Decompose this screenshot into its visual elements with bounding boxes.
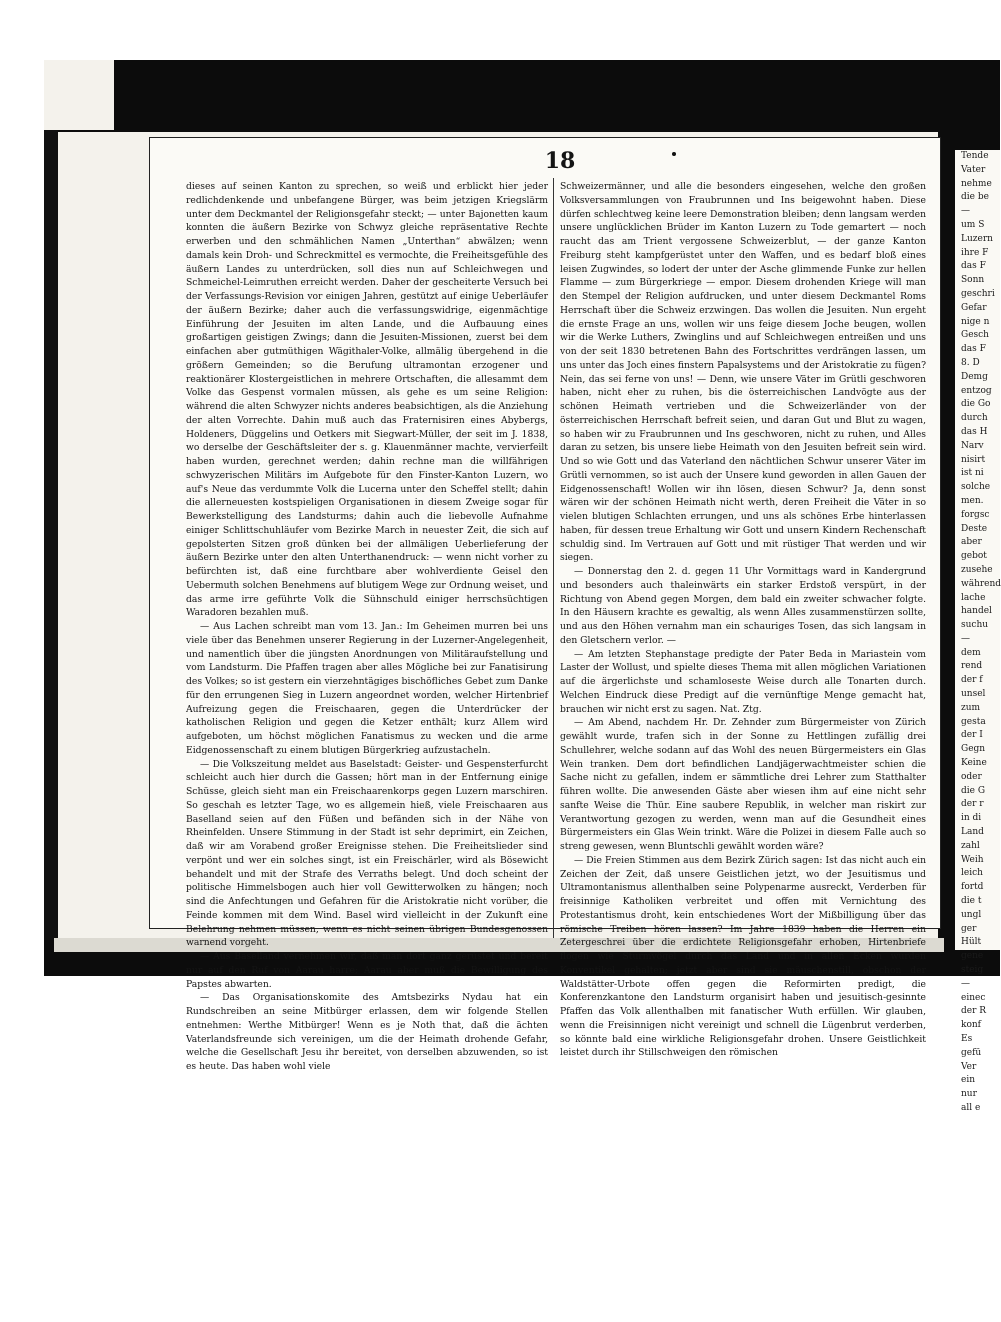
edge-fragment: Sonn [961,275,985,286]
right-paragraph: — Donnerstag den 2. d. gegen 11 Uhr Vormittags ward in Kandergrund und besonders auch thaleinwärts ein starker Erdstoß verspürt, in der Richtung von Abend gegen Morgen, dem bald ein zweiter schwacher folgte. In den Häusern krachte es gewaltig, als wenn Alles zusammenstürzen sollte, und aus den Höhen vernahm man ein schauriges Tosen, das sich langsam in den Gletschern verlor. — [560,566,926,646]
edge-fragment: das H [961,426,988,437]
edge-fragment: das F [961,344,986,355]
edge-fragment: leich [961,868,983,879]
edge-fragment: zum [961,702,981,713]
right-paragraph: Schweizermänner, und alle die besonders eingesehen, welche den großen Volksversammlungen von Fraubrunnen und Ins beigewohnt haben. Diese dürfen schlechtweg keine leere Demonstration bleiben; denn langsam werden unsere unglücklichen Brüder im Kanton Luzern zu Tode gemartert — noch raucht das am Trient vergossene Schweizerblut, — der ganze Kanton Freiburg steht kampfgerüstet unter den Waffen, und es bedarf bloß eines leisen Zugwindes, so lodert der unter der Asche glimmende Funke zur hellen Flamme — zum Bürgerkriege — empor. Diesem drohenden Kriege will man den Stempel der Religion aufdrucken, und unter diesem Deckmantel Roms Herrschaft über die Schweiz erzwingen. Das wollen die Jesuiten. Nun ergeht die ernste Frage an uns, wollen wir uns feige diesem Joche beugen, wollen wir die Werke Luthers, Zwinglins und auf Schleichwegen entreißen und uns von der seit 1830 betretenen Bahn des Fortschrittes verdrängen lassen, um uns unter das Joch eines finstern Papalsystems und der Aristokratie zu fügen? Nein, das sei ferne von uns! — Denn, wie unsere Väter im Grütli geschworen haben, nicht eher zu ruhen, bis die österreichischen Landvögte aus der schönen Heimath vertrieben und die Schweizerländer von der österreichischen Herrschaft befreit seien, und daran Gut und Blut zu wagen, so haben wir zu Fraubrunnen und Ins geschworen, nicht zu ruhen, und Alles daran zu setzen, bis unsere liebe Heimath von den Jesuiten befreit sein wird. Und so wie Gott und das Vaterland den nächtlichen Schwur unserer Väter im Grütli vernommen, so ist auch der Unsere kund geworden in allen Gauen der Eidgenossenschaft! Wollen wir ihn lösen, diesen Schwur? Ja, denn sonst wären wir der schönen Heimath nicht werth, deren Freiheit die Väter in so vielen blutigen Schlachten errungen, und uns als schönes Erbe hinterlassen haben, für dessen treue Erhaltung wir Gott und unsern Kindern Rechenschaft schuldig sind. Im Vertrauen auf Gott und mit rüstiger That werden und wir siegen. [560,181,926,564]
left-paragraph: dieses auf seinen Kanton zu sprechen, so weiß und erblickt hier jeder redlichdenkende und unbefangene Bürger, was beim jetzigen Kriegslärm unter dem Deckmantel der Religionsgefahr steckt; — unter Bajonetten kaum konnten die äußern Bezirke von Schwyz gleiche repräsentative Rechte erwerben und den schmählichen Namen „Unterthan“ abwälzen; wenn damals kein Droh- und Schreckmittel es vermochte, die Freiheitsgefühle des äußern Landes zu unterdrücken, soll dies nun auf Schleichwegen und Schmeichel-Leimruthen erreicht werden. Daher der gescheiterte Versuch bei der Verfassungs-Revision vor einigen Jahren, gestützt auf einige Ueberläufer der äußern Bezirke; daher auch die verfassungswidrige, eigenmächtige Einführung der Jesuiten im alten Lande, und die Aufbauung eines großartigen geistigen Zwings; dann die Jesuiten-Missionen, zuerst bei dem einfachen aber gutmüthigen Wägithaler-Volke, allmälig übergehend in die größern Gemeinden; so die Berufung ultramontan erzogener und reaktionärer Klostergeistlichen in mehrere Ortschaften, die allesammt dem Volke das Gespenst vormalen müssen, als gehe es um seine Religion: während die alten Schwyzer nichts anderes beabsichtigen, als die Anziehung der alten Vorrechte. Dahin muß auch das Fraternisiren eines Abybergs, Holdeners, Düggelins und Oetkers mit Siegwart-Müller, der seit im J. 1838, wo derselbe der Geschäftsleiter der s. g. Klauenmänner machte, vervierfeilt haben wurden, gerechnet werden; dahin rechne man die willfährigen schwyzerischen Militärs im Aufgebote für den Finster-Kanton Luzern, wo auf's Neue das verdummte Volk die Lucerna unter den Scheffel stellt; dahin die allerneuesten kostspieligen Organisationen in diesem Zweige sogar für Bewerkstelligung des Landsturms; dahin auch die liebevolle Aufnahme einiger Schlittschuhläufer vom Bezirke March in neuester Zeit, die sich auf gepolsterten Sitzen groß dünken bei der allmäligen Ueberlieferung der äußern Bezirke unter den alten Unterthanendruck: — wenn nicht vorher zu befürchten ist, daß eine furchtbare aber wohlverdiente Geisel den Uebermuth solchen Benehmens auf blutigem Wege zur Ordnung weiset, und das arme irre geführte Volk die Sühnschuld einiger herrschsüchtigen Waradoren bezahlen muß. [186,181,548,619]
edge-fragment: nehme [961,178,992,189]
edge-fragment: der r [961,799,984,810]
edge-fragment: steig [961,965,984,976]
edge-fragment: gebot [961,551,987,562]
edge-fragment: die G [961,785,986,796]
edge-fragment: gesta [961,716,986,727]
edge-fragment: die be [961,192,989,203]
edge-fragment: Deste [961,523,988,534]
edge-fragment: Demg [961,371,988,382]
edge-fragment: konf [961,1020,981,1031]
edge-fragment: solche [961,482,991,493]
edge-fragment: der I [961,730,983,741]
column-divider [553,178,554,938]
edge-fragment: Vater [961,164,986,175]
edge-fragment: ihre F [961,247,989,258]
edge-fragment: Narv [961,440,984,451]
edge-fragment: men. [961,495,984,506]
edge-fragment: der f [961,675,983,686]
left-column [186,180,548,1074]
edge-fragment: gene [961,951,984,962]
edge-fragment: oder [961,771,982,782]
left-paragraph: — Die Volkszeitung meldet aus Baselstadt: Geister- und Gespensterfurcht schleicht auch hier durch die Gassen; hört man in der Entfernung einige Schüsse, gleich sieht man ein Freischaarenkorps gegen Luzern marschiren. So geschah es letzter Tage, wo es allgemein hieß, viele Freischaaren aus Baselland seien auf den Füßen und befänden sich in der Nähe von Rheinfelden. Unsere Stimmung in der Stadt ist sehr deprimirt, ein Zeichen, daß wir am Vorabend großer Ereignisse stehen. Die Freiheitslieder sind verpönt und wer ein solches singt, ist ein Freischärler, wird als Bösewicht behandelt und mit der Strafe des Verraths belegt. Und doch scheint der politische Himmelsbogen auch hier voll Gewitterwolken zu hängen; noch sind die Anfechtungen und Gefahren für die Aristokratie nicht vorüber, die Feinde kommen mit dem Wind. Basel wird vielleicht in der Zukunft eine Belehrung nehmen müssen, wenn es nicht seinen übrigen Bundesgenossen warnend vorgeht. [186,758,548,949]
scan-top-corner [44,60,114,130]
edge-fragment: durch [961,413,988,424]
edge-fragment: ungl [961,909,982,920]
edge-fragment: das F [961,261,986,272]
edge-fragment: einec [961,992,986,1003]
edge-fragment: in di [961,813,982,824]
right-paragraph: — Die Freien Stimmen aus dem Bezirk Zürich sagen: Ist das nicht auch ein Zeichen der Zeit, daß unsere Geistlichen jetzt, wo der Jesuitismus und Ultramontanismus allenthalben seine Polypenarme ausreckt, Verderben für freisinnige Katholiken verbreitet und offen mit Vernichtung des Protestantismus droht, kein entschiedenes Wort der Mißbilligung über das römische Treiben hören lassen? Im Jahre 1839 haben die Herren ein Zetergeschrei über die erdichtete Religionsgefahr erhoben, Hirtenbriefe flogen wie Sturmvögel durch das Land und in allen Ecken wurden Konventikel gehalten; jetzt aber sind sie mäuschenstill, obschon der Waldstätter-Urbote offen gegen die Reformirten predigt, die Konferenzkantone den Landsturm organisirt haben und jesuitisch-gesinnte Pfaffen das Volk allenthalben mit fanatischer Wuth erfüllen. Wir glauben, wenn die Freisinnigen nicht vereinigt und schnell die Lügenbrut verderben, so könnte bald eine wirkliche Religionsgefahr drohen. Unsere Geistlichkeit leistet durch ihr Stillschweigen den römischen [560,854,926,1059]
scan-left-edge [44,60,58,960]
edge-fragment: lache [961,592,986,603]
page-number: 18 [544,148,576,174]
edge-fragment: ist ni [961,468,984,479]
edge-fragment: die t [961,896,982,907]
adjacent-page-fragment [955,150,1001,1113]
edge-fragment: nur [961,1089,977,1100]
left-paragraph: — Das Organisationskomite des Amtsbezirks Nydau hat ein Rundschreiben an seine Mitbürger erlassen, dem wir folgende Stellen entnehmen: Werthe Mitbürger! Wenn es je Noth that, daß die ächten Vaterlandsfreunde sich vereinigen, um die der Heimath drohende Gefahr, welche die Gesellschaft Jesu ihr bereitet, von derselben abzuwenden, so ist es heute. Das haben wohl viele [186,992,548,1072]
edge-fragment: fortd [961,882,984,893]
edge-fragment: entzog [961,385,992,396]
edge-fragment: forgsc [961,509,990,520]
left-paragraph: — Aus Lachen schreibt man vom 13. Jan.: Im Geheimen murren bei uns viele über das Benehmen unserer Regierung in der Luzerner-Angelegenheit, und namentlich über die jüngsten Anordnungen von Militäraufstellung und vom Landsturm. Die Pfaffen tragen aber alles Mögliche bei zur Fanatisirung des Volkes; so ist gestern ein vierzehntägiges bischöfliches Gebet zum Danke für den errungenen Sieg in Luzern angeordnet worden, welcher Hirtenbrief Aufreizung gegen die Freischaaren, gegen die Unterdrücker der katholischen Religion und gegen die Ketzer enthält; kurz Allem wird aufgeboten, um höchst möglichen Fanatismus zu wecken und die arme Eidgenossenschaft zu einem blutigen Bürgerkrieg aufzustacheln. [186,621,548,756]
edge-fragment: — [961,978,970,989]
left-paragraph: — Aus Baselland vernehmen wir, daß man dort ganz gerüstet und bereit nur auf den Ruf von Aarau harre; Aarau aber muß die Bewilligung des Papstes abwarten. [186,951,548,990]
edge-fragment: — [961,206,970,217]
edge-fragment: geschri [961,288,995,299]
edge-fragment: nisirt [961,454,986,465]
edge-fragment: suchu [961,620,989,631]
edge-fragment: gefü [961,1047,982,1058]
edge-fragment: zahl [961,840,980,851]
right-paragraph: — Am letzten Stephanstage predigte der Pater Beda in Mariastein vom Laster der Wollust, und spielte dieses Thema mit allen möglichen Variationen auf die ärgerlichste und schamloseste Weise durch alle Tonarten durch. Welchen Eindruck diese Predigt auf die vernünftige Menge gemacht hat, brauchen wir nicht erst zu sagen. Nat. Ztg. [560,648,926,715]
edge-fragment: Weih [961,854,984,865]
edge-fragment: rend [961,661,983,672]
edge-fragment: die Go [961,399,991,410]
edge-fragment: Ver [961,1061,977,1072]
edge-fragment: Gefar [961,302,987,313]
edge-fragment: Es [961,1034,973,1044]
edge-fragment: Land [961,827,984,838]
edge-fragment: — [961,633,970,644]
edge-fragment: aber [961,537,982,548]
edge-fragment: dem [961,647,981,658]
edge-fragment: ger [961,923,977,934]
edge-fragment: Keine [961,758,987,769]
edge-fragment: Gesch [961,330,989,341]
edge-fragment: Tende [961,151,989,161]
edge-fragment: Gegn [961,744,986,755]
edge-fragment: um S [961,219,985,230]
edge-fragment: unsel [961,689,986,700]
right-column [560,180,926,1060]
edge-fragment: nige n [961,316,990,327]
edge-fragment: ein [961,1075,976,1086]
right-paragraph: — Am Abend, nachdem Hr. Dr. Zehnder zum Bürgermeister von Zürich gewählt wurde, trafen sich in der Sonne zu Hettlingen zufällig drei Schullehrer, welche sodann auf das Wohl des neuen Bürgermeisters ein Glas Wein tranken. Dem dort befindlichen Landjägerwachtmeister schien die Sache nicht zu gefallen, indem er sämmtliche drei Lehrer zum Statthalter führen wollte. Die anwesenden Gäste aber wiesen ihm auf eine nicht sehr sanfte Weise die Thür. Eine saubere Republik, in welcher man riskirt zur Verantwortung gezogen zu werden, wenn man auf die Gesundheit eines Bürgermeisters ein Glas Wein trinkt. Wäre die Polizei in diesem Falle auch so streng gewesen, wenn Bluntschli gewählt worden wäre? [560,717,926,852]
edge-fragment: zusehe [961,564,993,575]
edge-fragment: all e [961,1102,981,1113]
edge-fragment: Luzern [961,233,993,244]
edge-fragment: handel [961,606,992,617]
ink-dot [672,152,676,156]
edge-fragment: Hült [961,937,982,948]
edge-fragment: der R [961,1006,987,1017]
edge-fragment: während [961,578,1001,589]
edge-fragment: 8. D [961,357,980,368]
